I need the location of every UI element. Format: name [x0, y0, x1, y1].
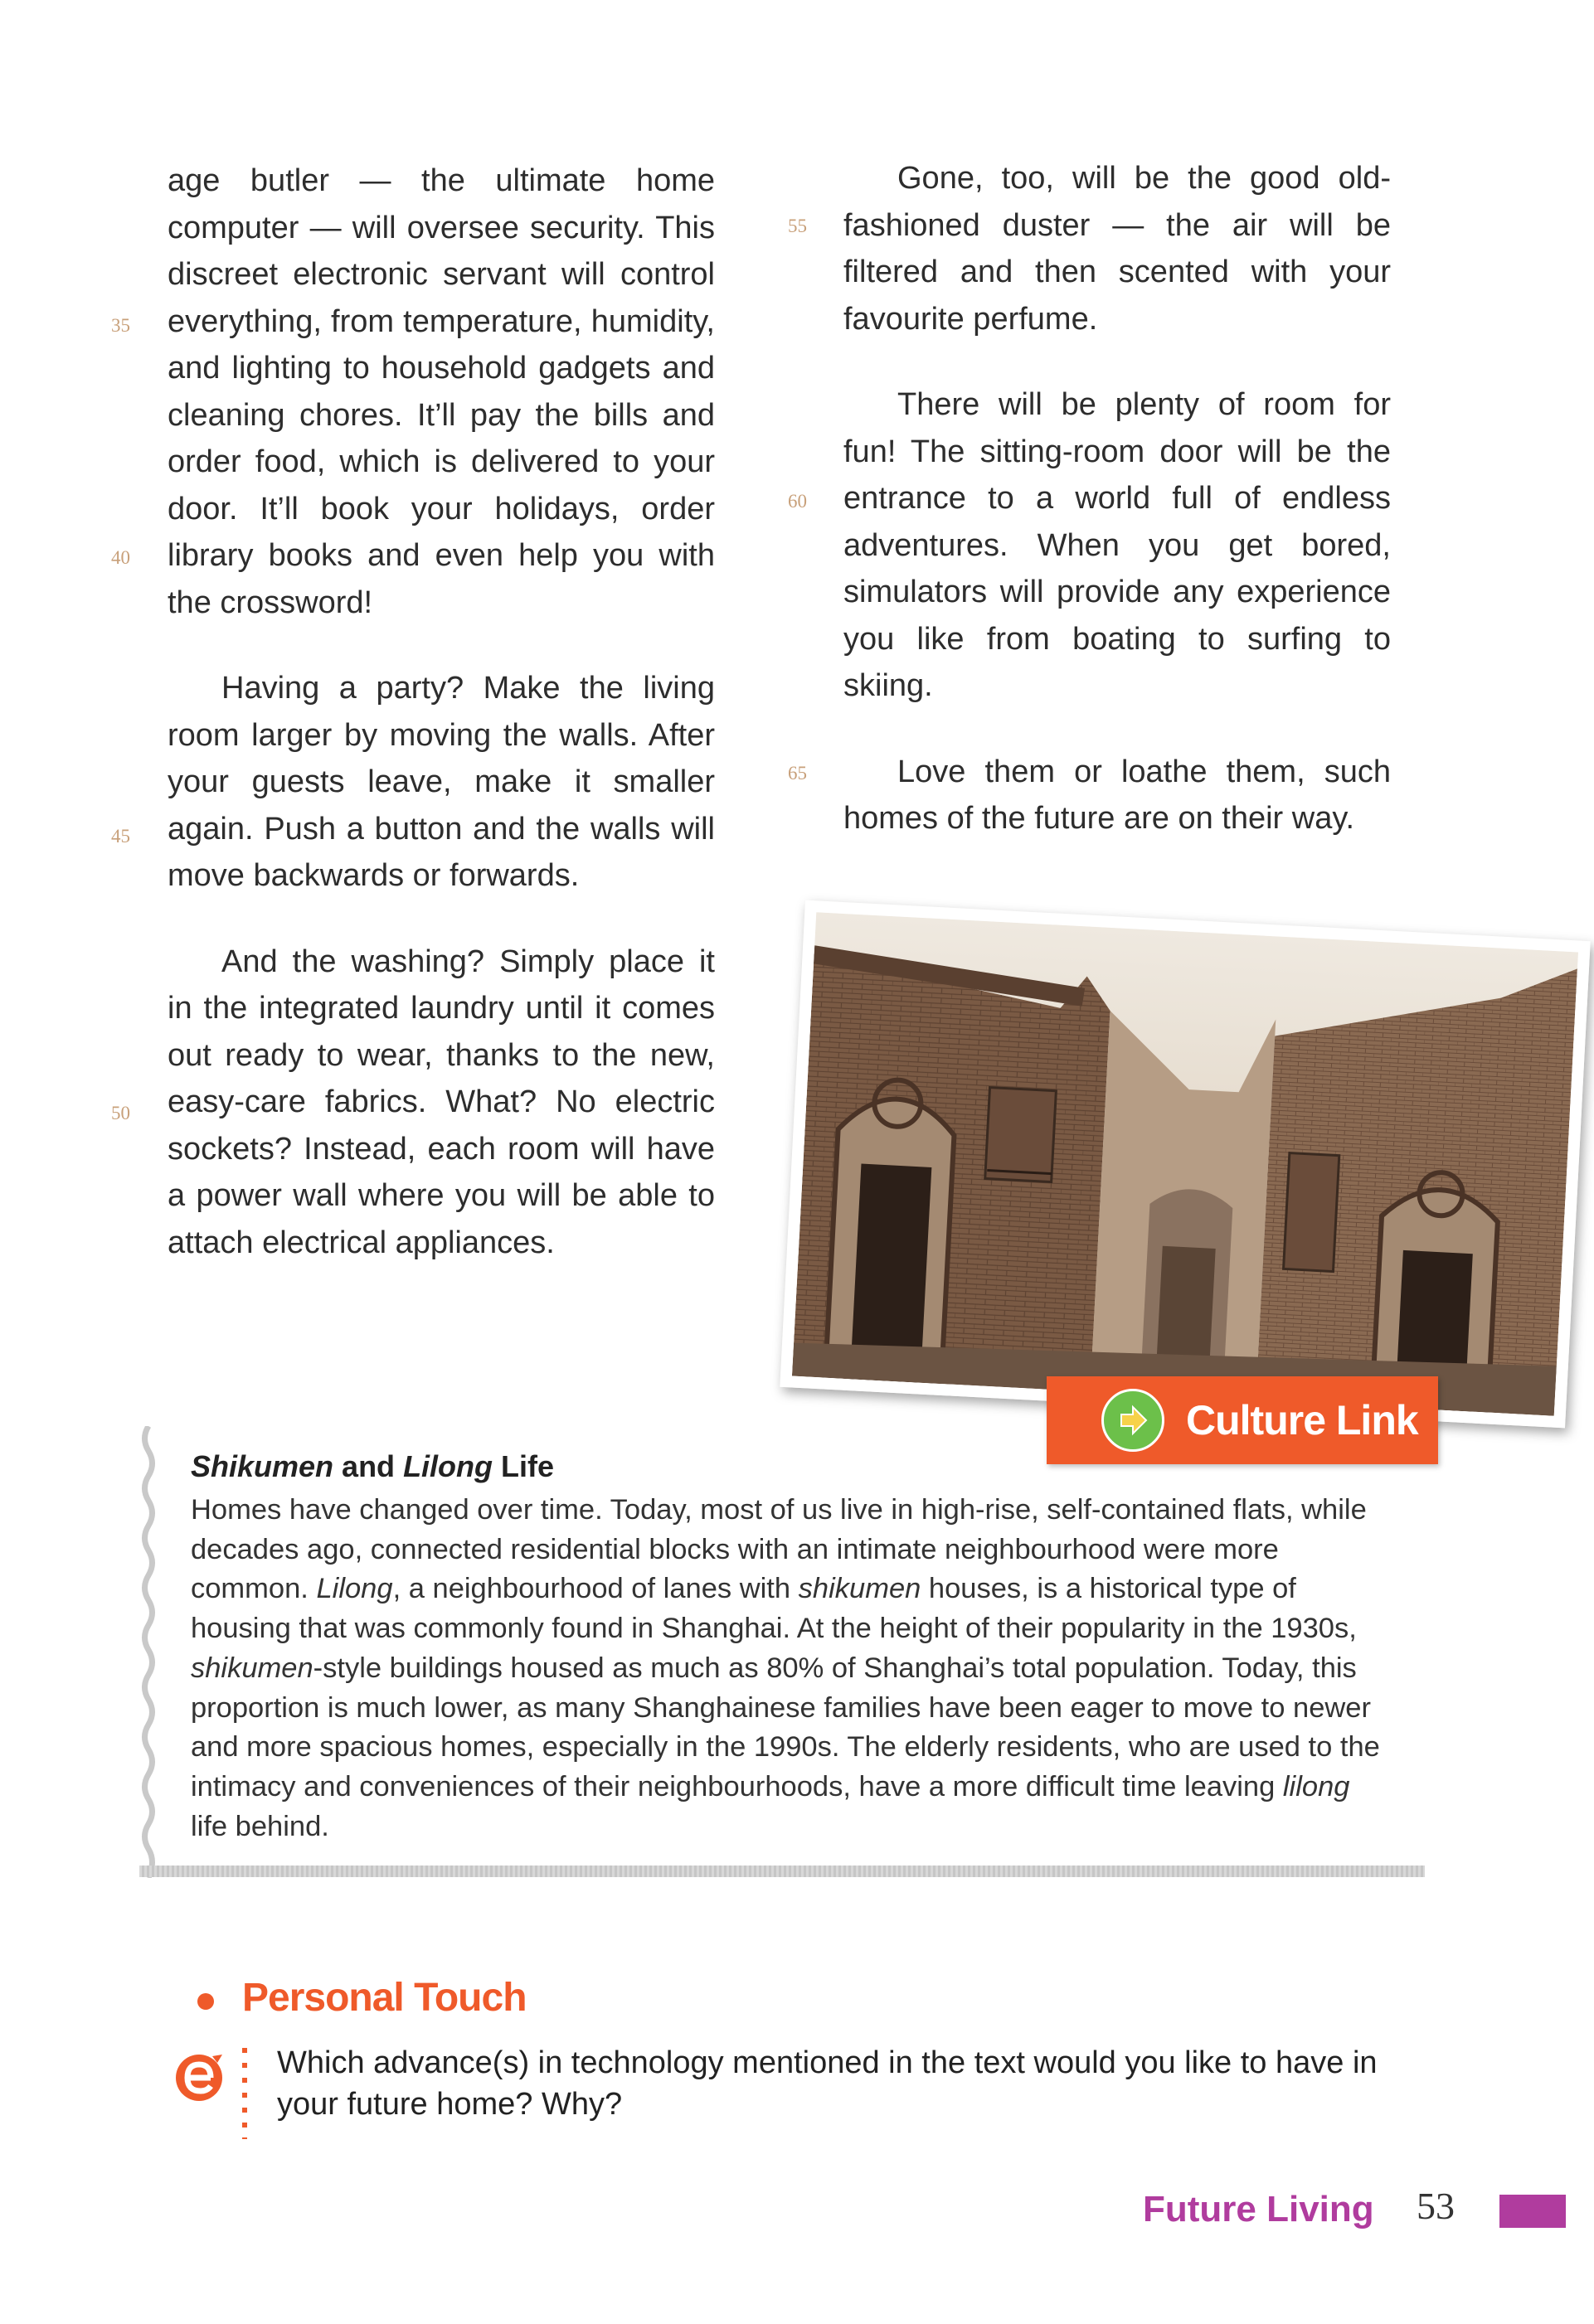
- culture-link-bottom-border: [139, 1866, 1425, 1877]
- culture-link-title: [191, 1449, 554, 1484]
- body-text: life behind.: [191, 1810, 329, 1842]
- personal-touch-heading: Personal Touch: [242, 1976, 527, 2020]
- line-number: 35: [111, 315, 130, 336]
- title-and: and: [333, 1449, 404, 1483]
- body-text: houses, is a historical type of housing that was commonly found in Shanghai. At the height of their popularity in the 1930s,: [191, 1573, 1357, 1645]
- left-paragraph-3: And the washing? Simply place it in the integrated laundry until it comes out ready to wear, thanks to the new, easy-care fabrics. What? No electric sockets? Instead, each room will have a power wall where you will be able to attach electrical appliances.: [168, 944, 715, 1260]
- line-number: 45: [111, 826, 130, 847]
- right-paragraph-2: There will be plenty of room for fun! The sitting-room door will be the entrance to a world full of endless adventures. When you get bored, simulators will provide any experience you like from boating to surfing to skiing.: [843, 387, 1391, 703]
- left-paragraph-2: Having a party? Make the living room larger by moving the walls. After your guests leave, make it smaller again. Push a button and the walls will move backwards or forwards.: [168, 671, 715, 893]
- title-lilong: Lilong: [403, 1449, 493, 1483]
- title-shikumen: Shikumen: [191, 1449, 334, 1483]
- body-text: -style buildings housed as much as 80% of Shanghai’s total population. Today, this proportion is much lower, as many Shanghainese families have been eager to move to newer and more spacious homes, especially in the 1990s. The elderly residents, who are used to the intimacy and conveniences of their neighbourhoods, have a more difficult time leaving: [191, 1652, 1380, 1802]
- culture-link-tab: [1047, 1376, 1438, 1464]
- right-paragraph-1: Gone, too, will be the good old-fashioned duster — the air will be filtered and then scented with your favourite perfume.: [843, 161, 1391, 337]
- left-paragraph-1: age butler — the ultimate home computer — will oversee security. This discreet electronic servant will control everything, from temperature, humidity, and lighting to household gadgets and cleaning chores. It’ll pay the bills and order food, which is delivered to your door. It’ll book your holidays, order library books and even help you with the crossword!: [168, 163, 715, 620]
- body-italic: lilong: [1282, 1770, 1350, 1802]
- footer-color-bar: [1499, 2195, 1566, 2228]
- body-italic: shikumen: [798, 1573, 921, 1605]
- right-column: [843, 155, 1391, 881]
- shikumen-lane-image: [792, 912, 1578, 1415]
- title-life: Life: [493, 1449, 555, 1483]
- line-number: 65: [788, 763, 807, 784]
- personal-touch-question: Which advance(s) in technology mentioned in the text would you like to have in your future home? Why?: [277, 2045, 1378, 2122]
- dotted-separator: [242, 2048, 247, 2139]
- body-text: , a neighbourhood of lanes with: [392, 1573, 799, 1605]
- body-text: Homes have changed over time. Today, most of us live in high-rise, self-contained flats, while decades ago, connected residential blocks with an intimate neighbourhood were more common.: [191, 1494, 1367, 1605]
- e-letter-icon: [174, 2051, 227, 2104]
- culture-link-border: [141, 1426, 156, 1878]
- shikumen-photo: [780, 900, 1590, 1429]
- right-paragraph-3: Love them or loathe them, such homes of the future are on their way.: [843, 754, 1391, 836]
- line-number: 50: [111, 1103, 130, 1123]
- bullet-icon: [197, 1993, 214, 2010]
- line-number: 60: [788, 491, 807, 512]
- line-number: 40: [111, 547, 130, 568]
- culture-link-body: [191, 1491, 1393, 1846]
- body-italic: Lilong: [316, 1573, 393, 1605]
- footer-section-title: Future Living: [1143, 2189, 1374, 2229]
- page-number: 53: [1417, 2185, 1455, 2227]
- left-column: [168, 158, 715, 1305]
- arrow-right-icon: [1101, 1389, 1164, 1452]
- culture-link-label: Culture Link: [1186, 1397, 1418, 1443]
- body-italic: shikumen: [191, 1652, 313, 1684]
- line-number: 55: [788, 216, 807, 236]
